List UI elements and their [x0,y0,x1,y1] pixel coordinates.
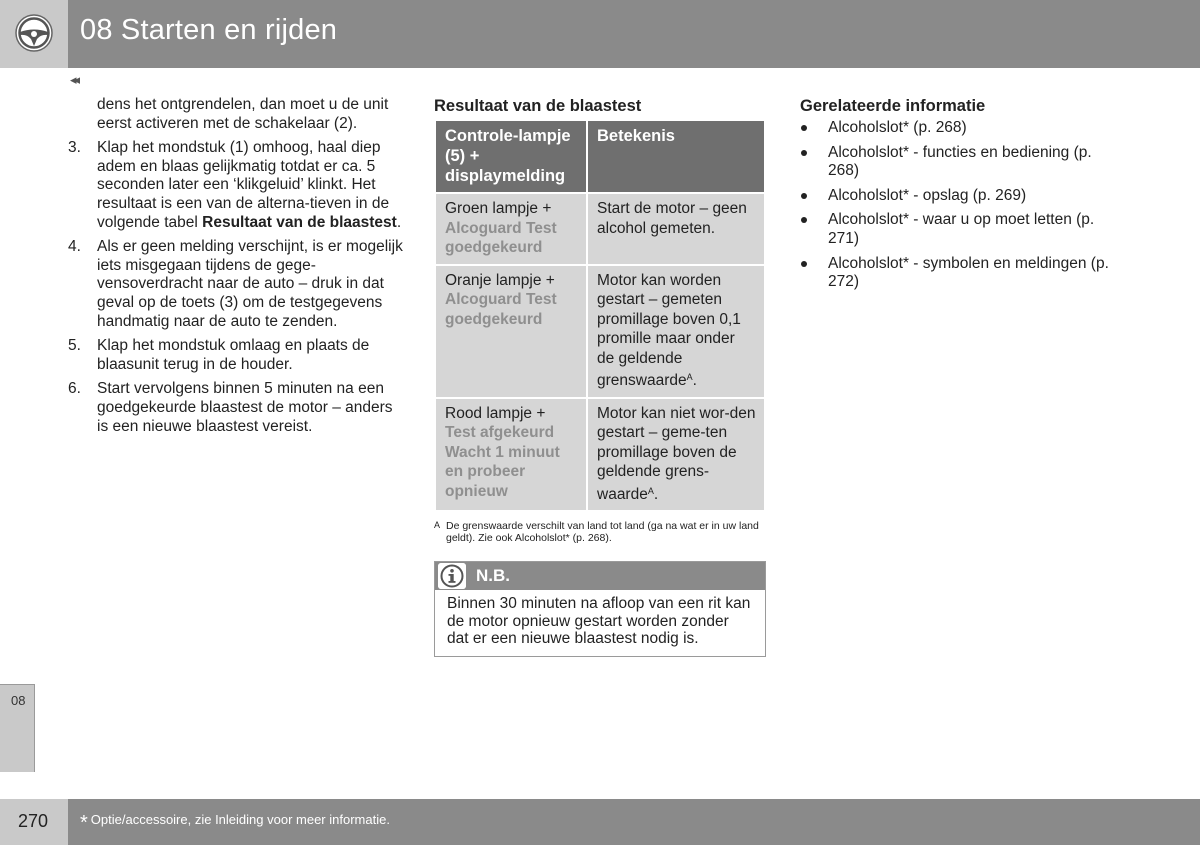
related-link-text: Alcoholslot* - waar u op moet letten (p. 271) [828,211,1095,247]
display-message: Test afgekeurd Wacht 1 minuut en probeer opnieuw [445,424,560,500]
steering-wheel-icon [14,13,54,53]
related-title: Gerelateerde informatie [800,97,986,115]
footnote-ref: A [647,485,654,496]
table-footnote [434,520,766,544]
step-item [68,380,403,436]
display-message: Alcoguard Test goedgekeurd [445,291,557,328]
meaning-text: Motor kan worden gestart – gemeten promillage boven 0,1 promille maar onder de geldende grenswaarde [597,271,741,389]
table-row [435,265,765,398]
result-table-title: Resultaat van de blaastest [434,97,642,115]
bullet-icon [801,150,807,156]
meaning-text: Motor kan niet wor-den gestart – geme-ten promillage boven de geldende grens-waarde [597,404,756,503]
table-cell-lamp [435,193,587,265]
step-item [68,337,403,374]
step-bold-ref: Resultaat van de blaastest [202,213,397,231]
related-link[interactable] [800,255,1120,292]
chapter-tab-label: 08 [11,693,26,708]
related-link-text: Alcoholslot* (p. 268) [828,119,967,136]
step-item [68,139,403,232]
related-column [800,97,1120,298]
chapter-tab[interactable] [0,684,35,772]
step-text: Klap het mondstuk (1) omhoog, haal diep adem en blaas gelijkmatig totdat er ca. 5 seconden later een ‘klikgeluid’ klinkt. Het resultaat is een van de alterna-tieven in de volgende tabel [97,139,390,231]
step-continuation: dens het ontgrendelen, dan moet u de unit eerst activeren met de schakelaar (2). [97,96,389,132]
header-icon-block [0,0,68,68]
footnote-ref: A [686,372,693,382]
result-column [434,97,766,657]
lamp-text: Groen lampje + [445,200,552,217]
note-text: Binnen 30 minuten na afloop van een rit kan de motor opnieuw gestart worden zonder dat er een nieuwe blaastest nodig is. [447,595,751,647]
related-link[interactable] [800,187,1120,206]
info-icon [438,563,466,589]
meaning-end: . [692,372,697,389]
step-text: Als er geen melding verschijnt, is er mogelijk iets misgegaan tijdens de gege-vensoverdracht naar de auto – druk in dat geval op de toets (3) om de testgegevens handmatig naar de auto te zenden. [97,238,403,330]
step-item [68,238,403,331]
note-label: N.B. [476,566,510,585]
lamp-text: Rood lampje + [445,404,546,422]
step-number: 5. [68,337,81,355]
bullet-icon [801,193,807,199]
back-arrows-icon[interactable]: ◂◂ [70,72,78,87]
table-cell-lamp [435,265,587,398]
meaning-end: . [653,485,659,503]
footnote-text: De grenswaarde verschilt van land tot land (ga na wat er in uw land geldt). Zie ook Alcoholslot* (p. 268). [446,520,759,544]
table-header-cell: Controle-lampje (5) + displaymelding [435,120,587,193]
step-end: . [396,213,402,231]
footer-note-text: Optie/accessoire, zie Inleiding voor meer informatie. [90,812,390,827]
table-cell-meaning [587,265,765,398]
footer-star: * [80,812,88,834]
page-title: 08 Starten en rijden [80,14,338,46]
related-list [800,119,1120,292]
related-link-text: Alcoholslot* - opslag (p. 269) [828,186,1027,204]
bullet-icon [801,217,807,223]
table-cell-meaning [587,398,765,512]
note-box [434,561,766,657]
table-header-cell: Betekenis [587,120,765,193]
table-row [435,193,765,265]
table-row [435,398,765,512]
related-link[interactable] [800,119,1120,138]
bullet-icon [801,261,807,267]
note-header [435,562,765,590]
steps-column [68,96,403,442]
step-text: Klap het mondstuk omlaag en plaats de blaasunit terug in de houder. [97,337,370,373]
table-header-row [435,120,765,193]
meaning-text: Start de motor – geen alcohol gemeten. [597,200,747,237]
footnote-marker: A [434,520,441,530]
lamp-text: Oranje lampje + [445,271,555,289]
table-cell-lamp [435,398,587,512]
step-text: Start vervolgens binnen 5 minuten na een goedgekeurde blaastest de motor – anders is een nieuwe blaastest vereist. [97,380,393,435]
bullet-icon [801,125,807,131]
step-number: 6. [68,380,81,398]
related-link-text: Alcoholslot* - functies en bediening (p. 268) [828,143,1092,180]
related-link[interactable] [800,144,1120,181]
related-link[interactable] [800,211,1120,248]
related-link-text: Alcoholslot* - symbolen en meldingen (p. 272) [828,254,1109,291]
display-message: Alcoguard Test goedgekeurd [445,219,557,256]
step-number: 3. [68,139,81,157]
footer-note [80,812,390,835]
result-table [434,119,766,512]
steps-list [68,139,403,436]
step-number: 4. [68,238,81,256]
page-number: 270 [18,811,49,831]
table-cell-meaning [587,193,765,265]
